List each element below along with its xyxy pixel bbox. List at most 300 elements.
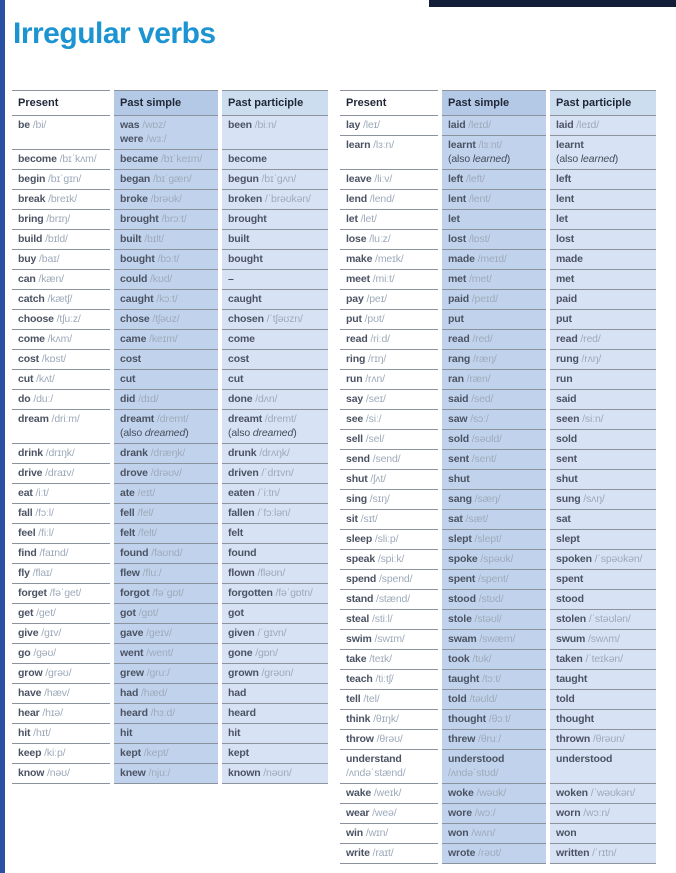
past-participle-cell — [550, 190, 656, 210]
phonetic-transcription: /θrəʊ/ — [376, 733, 403, 745]
table-row — [340, 730, 656, 750]
verb-word: ate — [120, 487, 135, 499]
phonetic-transcription: /bi/ — [32, 119, 47, 131]
past-participle-cell — [550, 290, 656, 310]
present-cell — [12, 190, 110, 210]
phonetic-transcription: /tʊk/ — [472, 653, 492, 665]
phonetic-transcription: /tiːtʃ/ — [375, 673, 394, 685]
verb-word: do — [18, 393, 31, 405]
alternative-form-note: (also learned) — [448, 153, 511, 165]
phonetic-transcription: /θɔːt/ — [488, 713, 511, 725]
verb-word: thought — [556, 713, 595, 725]
phonetic-transcription: /seɪ/ — [365, 393, 386, 405]
phonetic-transcription: /riːd/ — [370, 333, 390, 345]
present-cell — [12, 290, 110, 310]
phonetic-transcription: /brɪŋ/ — [46, 213, 71, 225]
table-header-row — [12, 90, 328, 116]
past-simple-cell — [114, 644, 218, 664]
verb-word: forgotten — [228, 587, 273, 599]
column-header-past-participle: Past participle — [222, 90, 328, 116]
table-row — [12, 230, 328, 250]
past-participle-cell — [550, 750, 656, 784]
phonetic-transcription: /meɪd/ — [477, 253, 507, 265]
phonetic-transcription: /ˈiːtn/ — [257, 487, 280, 499]
phonetic-transcription: /drʌŋk/ — [259, 447, 290, 459]
table-row — [12, 724, 328, 744]
verb-word: fly — [18, 567, 30, 579]
verb-word: send — [346, 453, 370, 465]
verb-word: built — [228, 233, 250, 245]
past-participle-cell — [222, 704, 328, 724]
phonetic-transcription: /breɪk/ — [48, 193, 78, 205]
verb-word: break — [18, 193, 46, 205]
verb-word: become — [228, 153, 267, 165]
table-row — [340, 270, 656, 290]
verb-word: bought — [228, 253, 263, 265]
past-simple-cell — [114, 230, 218, 250]
table-row — [340, 470, 656, 490]
verb-word: bought — [120, 253, 155, 265]
past-simple-cell — [442, 750, 546, 784]
past-participle-cell — [222, 250, 328, 270]
phonetic-transcription: /wɪn/ — [365, 827, 389, 839]
column-header-present: Present — [340, 90, 438, 116]
present-cell — [340, 550, 438, 570]
phonetic-transcription: /felt/ — [137, 527, 157, 539]
phonetic-transcription: /luːz/ — [369, 233, 391, 245]
verb-word: lent — [556, 193, 575, 205]
verb-word: drank — [120, 447, 148, 459]
present-cell — [12, 410, 110, 444]
phonetic-transcription: /lent/ — [468, 193, 491, 205]
past-participle-cell — [222, 270, 328, 290]
phonetic-transcription: /lɜːnt/ — [478, 139, 503, 151]
past-simple-cell — [442, 784, 546, 804]
verb-word: cut — [228, 373, 244, 385]
phonetic-transcription: /slept/ — [474, 533, 502, 545]
past-participle-cell — [550, 670, 656, 690]
present-cell — [340, 844, 438, 864]
present-cell — [12, 310, 110, 330]
table-row — [12, 564, 328, 584]
present-cell — [340, 824, 438, 844]
verb-word: found — [120, 547, 149, 559]
past-simple-cell — [114, 330, 218, 350]
phonetic-transcription: /sʌŋ/ — [583, 493, 605, 505]
past-participle-cell — [550, 690, 656, 710]
phonetic-transcription: /nəʊ/ — [47, 767, 70, 779]
verb-word: taken — [556, 653, 583, 665]
verb-word: put — [346, 313, 362, 325]
verb-word: make — [346, 253, 373, 265]
verb-word: learnt — [556, 139, 584, 151]
past-simple-cell — [114, 624, 218, 644]
present-cell — [12, 564, 110, 584]
table-row — [340, 490, 656, 510]
phonetic-transcription: /ˈwəʊkən/ — [590, 787, 636, 799]
verb-word: worn — [556, 807, 581, 819]
verb-word: stood — [448, 593, 476, 605]
phonetic-transcription: /weɪk/ — [373, 787, 402, 799]
present-cell — [12, 724, 110, 744]
table-row — [340, 784, 656, 804]
verb-word: chose — [120, 313, 150, 325]
verb-word: pay — [346, 293, 364, 305]
phonetic-transcription: /kætʃ/ — [47, 293, 73, 305]
table-header-row — [12, 90, 328, 116]
table-row — [12, 390, 328, 410]
verb-word: brought — [120, 213, 159, 225]
verb-word: stand — [346, 593, 374, 605]
phonetic-transcription: /drəʊv/ — [150, 467, 182, 479]
table-row — [12, 544, 328, 564]
verb-word: swim — [346, 633, 372, 645]
verb-word: take — [346, 653, 367, 665]
verb-word: flown — [228, 567, 255, 579]
present-cell — [12, 664, 110, 684]
phonetic-transcription: /stiːl/ — [371, 613, 393, 625]
present-cell — [12, 350, 110, 370]
table-row — [340, 824, 656, 844]
verb-word: rang — [448, 353, 471, 365]
past-participle-cell — [222, 410, 328, 444]
past-simple-cell — [442, 690, 546, 710]
past-simple-cell — [114, 270, 218, 290]
past-simple-cell — [114, 150, 218, 170]
phonetic-transcription: /səʊld/ — [471, 433, 502, 445]
past-participle-cell — [550, 250, 656, 270]
verb-word: woke — [448, 787, 474, 799]
verb-word: build — [18, 233, 43, 245]
present-cell — [340, 390, 438, 410]
phonetic-transcription: /tʃəʊz/ — [152, 313, 180, 325]
verb-word: give — [18, 627, 39, 639]
phonetic-transcription: /grəʊ/ — [45, 667, 72, 679]
verb-word: fall — [18, 507, 33, 519]
phonetic-transcription: /njuː/ — [148, 767, 171, 779]
past-simple-cell — [114, 484, 218, 504]
past-participle-cell — [222, 350, 328, 370]
past-participle-cell — [550, 784, 656, 804]
phonetic-transcription: /spent/ — [478, 573, 509, 585]
verb-word: had — [120, 687, 139, 699]
past-simple-cell — [442, 410, 546, 430]
past-participle-cell — [550, 470, 656, 490]
verb-word: gone — [228, 647, 253, 659]
past-participle-cell — [222, 724, 328, 744]
past-participle-cell — [222, 370, 328, 390]
past-simple-cell — [442, 470, 546, 490]
verb-word: saw — [448, 413, 468, 425]
verb-word: came — [120, 333, 147, 345]
present-cell — [12, 370, 110, 390]
phonetic-transcription: /lend/ — [369, 193, 395, 205]
verb-word: thought — [448, 713, 487, 725]
verb-word: fallen — [228, 507, 255, 519]
verb-word: be — [18, 119, 30, 131]
verb-word: know — [18, 767, 45, 779]
present-cell — [12, 504, 110, 524]
past-participle-cell — [550, 550, 656, 570]
phonetic-transcription: /faʊnd/ — [151, 547, 183, 559]
past-participle-cell — [550, 730, 656, 750]
past-participle-cell — [550, 350, 656, 370]
phonetic-transcription: /sel/ — [365, 433, 385, 445]
verb-word: feel — [18, 527, 36, 539]
verb-word: stood — [556, 593, 584, 605]
phonetic-transcription: /wɒz/ — [142, 119, 166, 131]
verb-word: leave — [346, 173, 372, 185]
present-cell — [340, 630, 438, 650]
phonetic-transcription: /raɪt/ — [372, 847, 394, 859]
verb-word: buy — [18, 253, 37, 265]
phonetic-transcription: /fəˈgɒtn/ — [275, 587, 313, 599]
verb-word: were — [120, 133, 144, 145]
past-participle-cell — [550, 136, 656, 170]
past-simple-cell — [442, 824, 546, 844]
verb-word: slept — [448, 533, 472, 545]
past-simple-cell — [442, 650, 546, 670]
past-participle-cell — [222, 624, 328, 644]
table-row — [340, 330, 656, 350]
present-cell — [340, 670, 438, 690]
past-simple-cell — [114, 724, 218, 744]
verb-word: swum — [556, 633, 586, 645]
table-row — [340, 310, 656, 330]
verb-word: sleep — [346, 533, 373, 545]
present-cell — [340, 370, 438, 390]
past-simple-cell — [442, 550, 546, 570]
verb-word: think — [346, 713, 371, 725]
verb-word: left — [448, 173, 464, 185]
verb-word: lose — [346, 233, 367, 245]
phonetic-transcription: /geɪv/ — [146, 627, 172, 639]
verb-word: come — [18, 333, 45, 345]
past-simple-cell — [442, 844, 546, 864]
verb-word: grew — [120, 667, 144, 679]
phonetic-transcription: /ʌndəˈstænd/ — [346, 767, 406, 779]
present-cell — [340, 590, 438, 610]
verb-word: made — [448, 253, 475, 265]
verb-word: learnt — [448, 139, 476, 151]
verb-word: spoken — [556, 553, 592, 565]
table-row — [340, 116, 656, 136]
phonetic-transcription: /hɜːd/ — [150, 707, 175, 719]
verb-word: taught — [448, 673, 480, 685]
phonetic-transcription: /siː/ — [365, 413, 382, 425]
past-simple-cell — [114, 504, 218, 524]
phonetic-transcription: /təʊld/ — [469, 693, 498, 705]
past-simple-cell — [442, 430, 546, 450]
phonetic-transcription: /fɔːl/ — [35, 507, 54, 519]
phonetic-transcription: /spiːk/ — [377, 553, 405, 565]
verb-word: begin — [18, 173, 46, 185]
past-participle-cell — [550, 510, 656, 530]
verb-word: paid — [556, 293, 577, 305]
past-participle-cell — [222, 544, 328, 564]
verb-word: lend — [346, 193, 367, 205]
present-cell — [12, 484, 110, 504]
present-cell — [12, 390, 110, 410]
verb-word: laid — [448, 119, 466, 131]
past-simple-cell — [442, 190, 546, 210]
verb-word: speak — [346, 553, 376, 565]
past-participle-cell — [550, 370, 656, 390]
present-cell — [340, 350, 438, 370]
past-participle-cell — [222, 464, 328, 484]
past-simple-cell — [442, 330, 546, 350]
phonetic-transcription: /leɪ/ — [362, 119, 380, 131]
verb-word: told — [556, 693, 575, 705]
table-row — [12, 410, 328, 444]
phonetic-transcription: /send/ — [372, 453, 401, 465]
phonetic-transcription: /kept/ — [143, 747, 169, 759]
past-simple-cell — [114, 524, 218, 544]
verb-word: wrote — [448, 847, 476, 859]
phonetic-transcription: /dremt/ — [264, 413, 297, 425]
table-row — [340, 804, 656, 824]
verb-word: steal — [346, 613, 370, 625]
present-cell — [340, 490, 438, 510]
phonetic-transcription: /grəʊn/ — [261, 667, 294, 679]
table-row — [340, 670, 656, 690]
past-simple-cell — [114, 584, 218, 604]
verb-word: tell — [346, 693, 361, 705]
past-simple-cell — [442, 350, 546, 370]
phonetic-transcription: /tel/ — [363, 693, 380, 705]
verb-word: sung — [556, 493, 581, 505]
table-row — [340, 844, 656, 864]
phonetic-transcription: /peɪd/ — [471, 293, 498, 305]
verb-word: begun — [228, 173, 259, 185]
present-cell — [340, 510, 438, 530]
phonetic-transcription: /fəˈgɒt/ — [152, 587, 184, 599]
past-simple-cell — [442, 136, 546, 170]
column-header-past-simple: Past simple — [114, 90, 218, 116]
verb-word: gave — [120, 627, 144, 639]
phonetic-transcription: /sɪt/ — [360, 513, 378, 525]
present-cell — [12, 704, 110, 724]
present-cell — [340, 690, 438, 710]
table-row — [340, 450, 656, 470]
verb-word: drink — [18, 447, 43, 459]
verb-word: run — [346, 373, 363, 385]
verb-word: met — [448, 273, 467, 285]
present-cell — [12, 604, 110, 624]
past-participle-cell — [550, 710, 656, 730]
phonetic-transcription: /keɪm/ — [149, 333, 178, 345]
verb-word: told — [448, 693, 467, 705]
phonetic-transcription: /brɔːt/ — [161, 213, 187, 225]
phonetic-transcription: /dʌn/ — [255, 393, 278, 405]
verb-word: caught — [228, 293, 262, 305]
table-row — [340, 610, 656, 630]
phonetic-transcription: /rɪŋ/ — [368, 353, 387, 365]
table-row — [12, 290, 328, 310]
verb-word: sit — [346, 513, 358, 525]
verb-word: threw — [448, 733, 476, 745]
verb-word: made — [556, 253, 583, 265]
alternative-form-note: (also dreamed) — [228, 427, 297, 439]
past-participle-cell — [222, 190, 328, 210]
phonetic-transcription: /gɪv/ — [41, 627, 62, 639]
verb-word: shut — [556, 473, 578, 485]
verb-word: sing — [346, 493, 367, 505]
present-cell — [340, 270, 438, 290]
present-cell — [340, 410, 438, 430]
present-cell — [340, 530, 438, 550]
verb-word: given — [228, 627, 255, 639]
past-participle-cell — [550, 650, 656, 670]
phonetic-transcription: /meɪk/ — [375, 253, 404, 265]
past-participle-cell — [222, 744, 328, 764]
past-simple-cell — [114, 704, 218, 724]
phonetic-transcription: /ræŋ/ — [472, 353, 497, 365]
phonetic-transcription: /get/ — [36, 607, 56, 619]
past-participle-cell — [222, 604, 328, 624]
present-cell — [12, 270, 110, 290]
verb-word: dreamt — [120, 413, 155, 425]
present-cell — [12, 210, 110, 230]
verb-word: heard — [120, 707, 148, 719]
table-row — [12, 744, 328, 764]
phonetic-transcription: /fəˈget/ — [49, 587, 82, 599]
verb-word: forget — [18, 587, 47, 599]
verb-word: sat — [448, 513, 463, 525]
present-cell — [12, 524, 110, 544]
past-simple-cell — [442, 390, 546, 410]
phonetic-transcription: /sliːp/ — [374, 533, 399, 545]
phonetic-transcription: /lɜːn/ — [373, 139, 394, 151]
present-cell — [340, 710, 438, 730]
past-participle-cell — [550, 630, 656, 650]
past-simple-cell — [442, 250, 546, 270]
phonetic-transcription: /wɔː/ — [474, 807, 496, 819]
verb-word: slept — [556, 533, 580, 545]
present-cell — [12, 330, 110, 350]
phonetic-transcription: /wəʊk/ — [476, 787, 507, 799]
table-row — [12, 330, 328, 350]
table-row — [340, 290, 656, 310]
present-cell — [340, 330, 438, 350]
table-row — [12, 664, 328, 684]
past-participle-cell — [222, 644, 328, 664]
verb-word: cut — [18, 373, 34, 385]
verb-word: spent — [556, 573, 584, 585]
past-participle-cell — [550, 230, 656, 250]
verb-word: driven — [228, 467, 259, 479]
phonetic-transcription: /miːt/ — [372, 273, 395, 285]
cropped-top-banner — [429, 0, 676, 7]
past-simple-cell — [442, 170, 546, 190]
past-simple-cell — [442, 230, 546, 250]
present-cell — [12, 170, 110, 190]
past-simple-cell — [442, 610, 546, 630]
verb-word: cut — [120, 373, 136, 385]
verb-word: drove — [120, 467, 148, 479]
verb-word: put — [556, 313, 572, 325]
table-row — [12, 210, 328, 230]
verb-word: say — [346, 393, 364, 405]
irregular-verbs-table-right — [336, 90, 660, 864]
verb-word: met — [556, 273, 575, 285]
phonetic-transcription: /let/ — [360, 213, 377, 225]
table-row — [12, 764, 328, 784]
phonetic-transcription: /baɪ/ — [39, 253, 60, 265]
past-simple-cell — [114, 604, 218, 624]
present-cell — [340, 136, 438, 170]
past-participle-cell — [550, 410, 656, 430]
